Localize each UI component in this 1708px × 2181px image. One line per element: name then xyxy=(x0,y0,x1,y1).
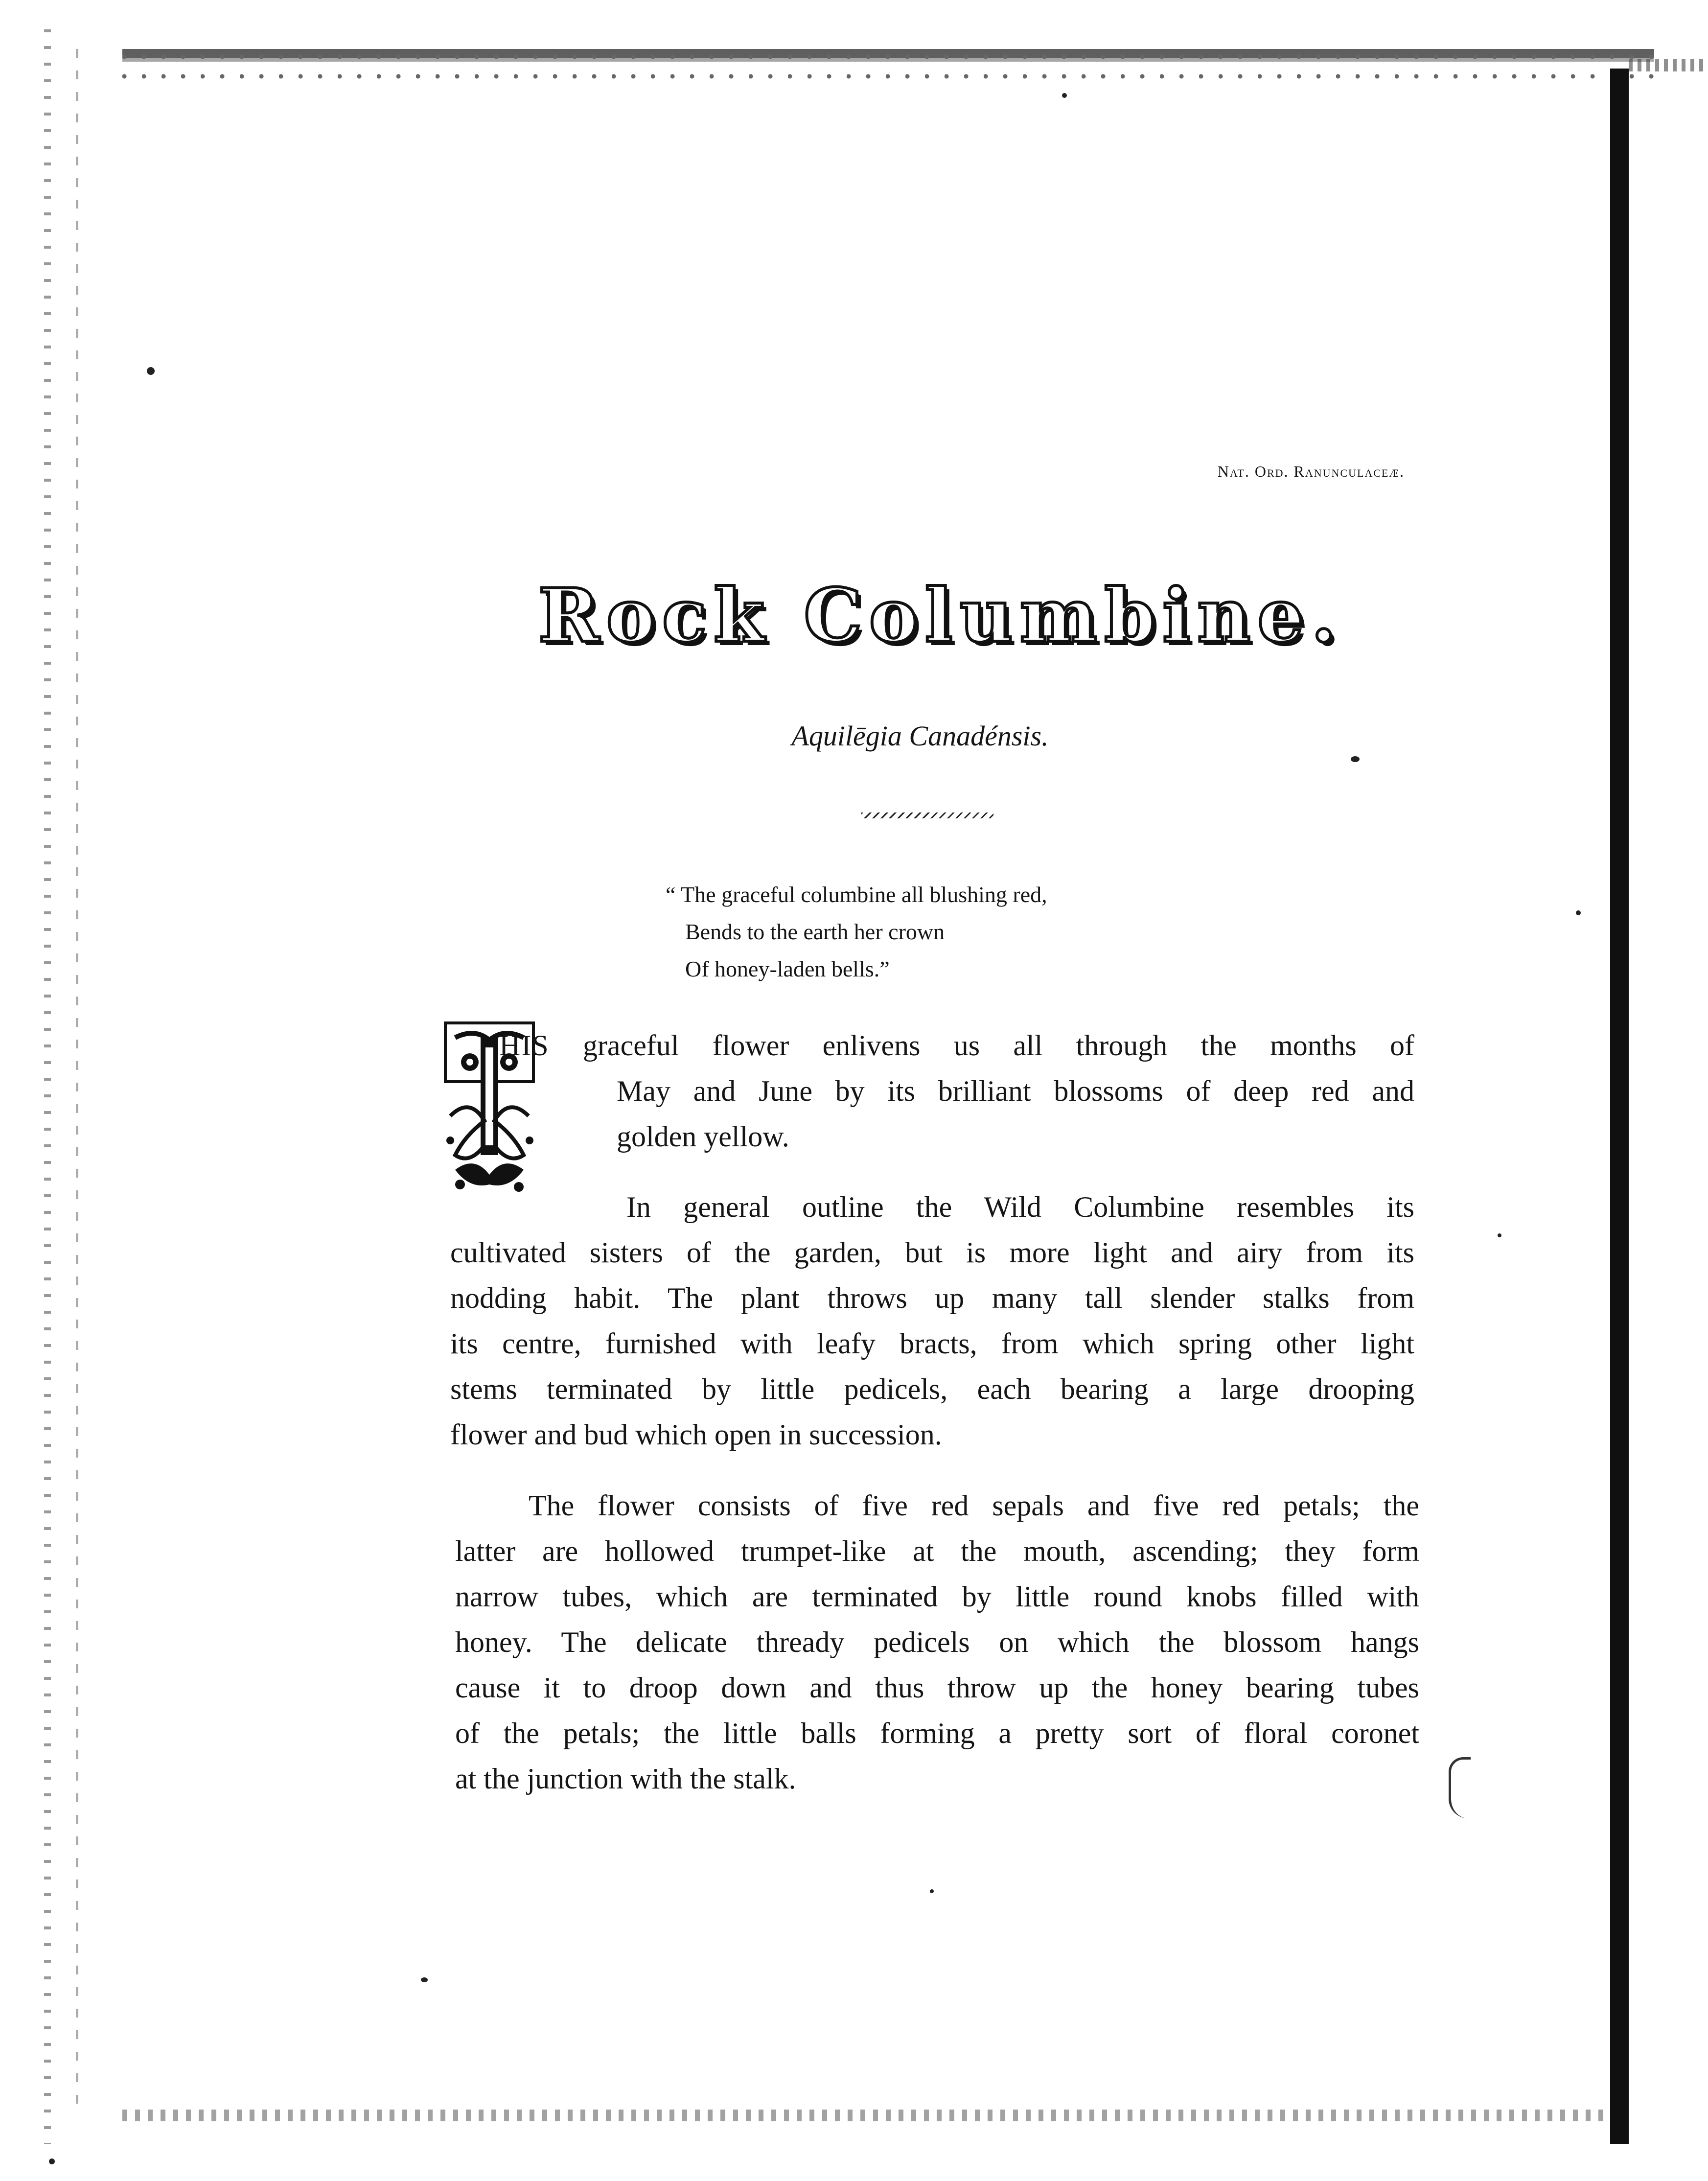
text-line xyxy=(499,1023,1414,1068)
scan-margin-line xyxy=(76,49,78,2114)
scan-speck xyxy=(49,2158,55,2164)
text-line: golden yellow. xyxy=(617,1120,789,1153)
opening-word: HIS xyxy=(499,1029,550,1062)
scan-right-edge xyxy=(1629,59,1708,71)
text-line: honey. The delicate thready pedicels on which the blossom hangs xyxy=(455,1626,1419,1658)
epigraph-line: Bends to the earth her crown xyxy=(685,919,945,944)
scan-bottom-edge xyxy=(122,2110,1615,2121)
text-line: In general outline the Wild Columbine resembles its xyxy=(626,1191,1414,1223)
epigraph-line: Of honey-laden bells.” xyxy=(685,956,890,981)
page-binding-edge xyxy=(1610,69,1629,2144)
paragraph-2 xyxy=(450,1184,1414,1458)
paragraph-1 xyxy=(499,1023,1414,1160)
ornamental-rule xyxy=(861,812,993,818)
scan-speck xyxy=(930,1889,934,1893)
text-line: nodding habit. The plant throws up many tall slender stalks from xyxy=(450,1282,1414,1314)
scan-speck xyxy=(147,367,155,375)
scan-margin-dots xyxy=(44,29,51,2144)
page-title: Rock Columbine. xyxy=(538,573,1343,659)
text-line: flower and bud which open in succession. xyxy=(450,1418,942,1451)
scan-speck xyxy=(1062,93,1067,98)
epigraph xyxy=(666,876,1204,988)
scan-speck xyxy=(1576,910,1581,915)
text-line: latter are hollowed trumpet-like at the mouth, ascending; they form xyxy=(455,1535,1419,1567)
natural-order-label: Nat. Ord. Ranunculaceæ. xyxy=(1217,463,1405,480)
text-line: cultivated sisters of the garden, but is more light and airy from its xyxy=(450,1236,1414,1269)
epigraph-line: “ The graceful columbine all blushing red, xyxy=(666,882,1047,907)
text-line: narrow tubes, which are terminated by little round knobs filled with xyxy=(455,1580,1419,1613)
scan-speck xyxy=(1351,756,1360,762)
text-line-rest: graceful flower enlivens us all through the months of xyxy=(582,1029,1415,1062)
scan-speck xyxy=(1498,1233,1501,1237)
text-line: its centre, furnished with leafy bracts, from which spring other light xyxy=(450,1327,1414,1360)
scan-speck xyxy=(421,1977,428,1982)
scan-top-edge xyxy=(122,49,1654,83)
botanical-name: Aquilēgia Canadénsis. xyxy=(791,720,1049,752)
text-line: at the junction with the stalk. xyxy=(455,1763,796,1795)
text-line: The flower consists of five red sepals and five red petals; the xyxy=(529,1489,1419,1522)
text-line: cause it to droop down and thus throw up the honey bearing tubes xyxy=(455,1671,1419,1704)
text-line: May and June by its brilliant blossoms of deep red and xyxy=(617,1075,1414,1107)
paragraph-3 xyxy=(455,1483,1419,1802)
text-line: of the petals; the little balls forming a pretty sort of floral coronet xyxy=(455,1717,1419,1749)
margin-bracket-mark xyxy=(1449,1757,1471,1818)
text-line: stems terminated by little pedicels, each bearing a large drooping xyxy=(450,1373,1414,1405)
